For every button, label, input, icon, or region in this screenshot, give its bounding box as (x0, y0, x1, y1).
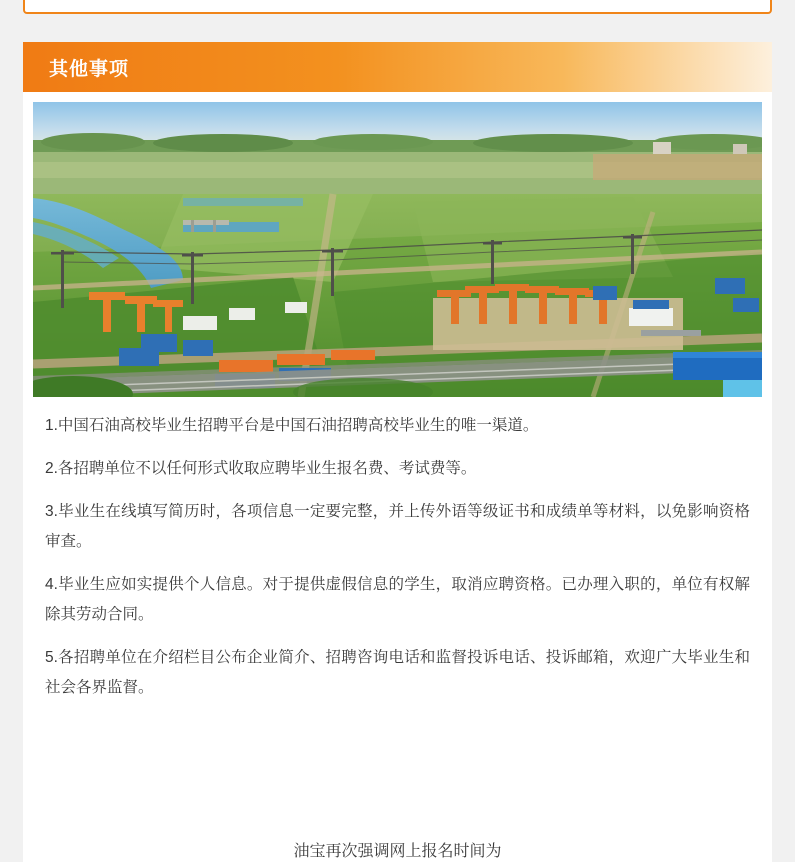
oilfield-aerial-illustration (33, 102, 762, 397)
list-item: 5.各招聘单位在介绍栏目公布企业简介、招聘咨询电话和监督投诉电话、投诉邮箱，欢迎广大毕业生和社会各界监督。 (45, 649, 750, 696)
list-item: 3.毕业生在线填写简历时，各项信息一定要完整，并上传外语等级证书和成绩单等材料，以免影响资格审查。 (45, 503, 750, 550)
section-header (23, 42, 772, 92)
list-item: 2.各招聘单位不以任何形式收取应聘毕业生报名费、考试费等。 (45, 460, 477, 477)
other-matters-list (23, 397, 772, 703)
previous-section-card (23, 0, 772, 14)
other-matters-section (23, 42, 772, 862)
section-title: 其他事项 (49, 58, 130, 80)
list-item: 4.毕业生应如实提供个人信息。对于提供虚假信息的学生，取消应聘资格。已办理入职的，单位有权解除其劳动合同。 (45, 576, 750, 623)
banner-image (33, 102, 762, 397)
footer-note: 油宝再次强调网上报名时间为 (293, 843, 502, 860)
list-item: 1.中国石油高校毕业生招聘平台是中国石油招聘高校毕业生的唯一渠道。 (45, 417, 539, 434)
